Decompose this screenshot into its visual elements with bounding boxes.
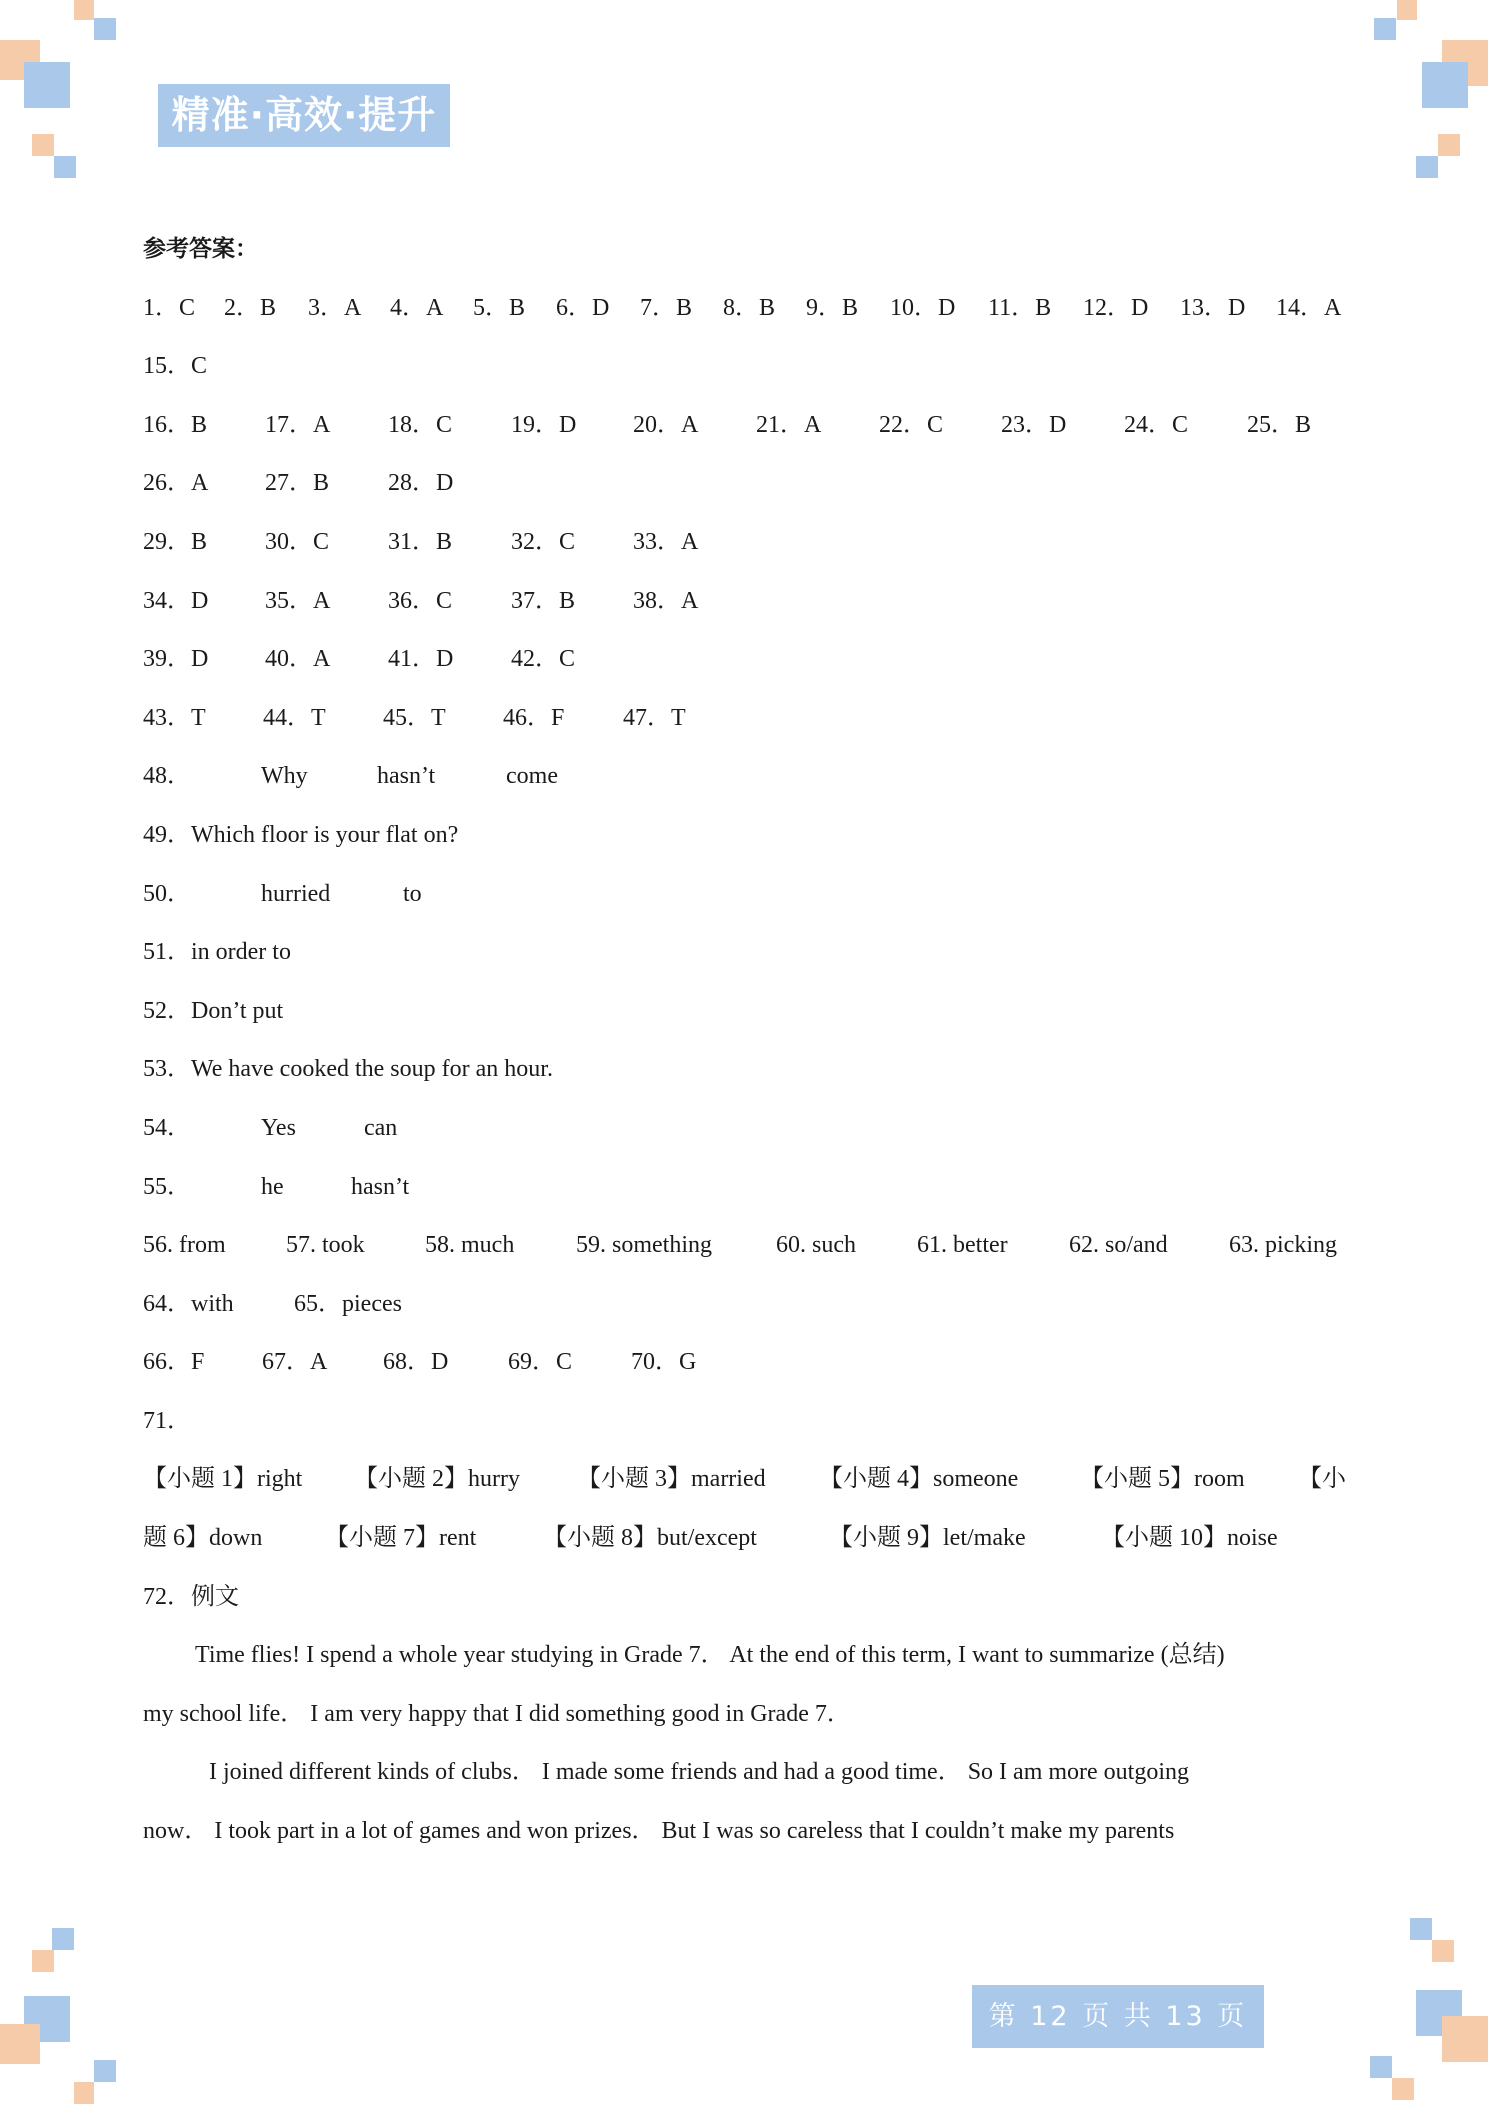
answer-row-14 [143, 1040, 1363, 1099]
answer-item: 【小题 2】hurry [354, 1466, 520, 1493]
answer-item: 3．A [308, 294, 362, 321]
answer-row-21 [143, 1450, 1363, 1509]
answer-item: 63. picking [1229, 1232, 1337, 1259]
page-number-badge: 第 12 页 共 13 页 [972, 1985, 1264, 2048]
answer-key-heading: 参考答案： [143, 236, 258, 262]
answer-item: 34．D [143, 587, 209, 614]
answer-item: 26．A [143, 470, 209, 497]
answer-item: 16．B [143, 411, 208, 438]
answer-item: 60. such [776, 1232, 856, 1259]
answer-item: 48． [143, 763, 191, 790]
answer-item: 24．C [1124, 411, 1189, 438]
answer-item: 54． [143, 1114, 191, 1141]
answer-item: 【小题 7】rent [325, 1525, 477, 1552]
answer-item: 56. from [143, 1232, 226, 1259]
answer-row-22 [143, 1509, 1363, 1568]
answer-item: 42．C [511, 646, 576, 673]
answer-item: 12．D [1083, 294, 1149, 321]
answer-row-1 [143, 279, 1363, 338]
answer-item: 62. so/and [1069, 1232, 1168, 1259]
answer-item: 20．A [633, 411, 699, 438]
essay-line: my school life． I am very happy that I did something good in Grade 7． [143, 1700, 851, 1727]
answer-item: 72．例文 [143, 1583, 239, 1610]
answer-item: 59. something [576, 1232, 712, 1259]
answer-item: 4．A [390, 294, 444, 321]
answer-item: 30．C [265, 528, 330, 555]
answer-item: 28．D [388, 470, 454, 497]
answer-item: 【小题 1】right [143, 1466, 303, 1493]
answer-row-8 [143, 689, 1363, 748]
answer-item: 36．C [388, 587, 453, 614]
answer-row-19 [143, 1333, 1363, 1392]
answer-row-17 [143, 1216, 1363, 1275]
answer-item: 7．B [640, 294, 693, 321]
answer-row-16 [143, 1158, 1363, 1217]
essay-line: I joined different kinds of clubs． I made some friends and had a good time． So I am more outgoing [209, 1759, 1190, 1786]
answer-row-7 [143, 630, 1363, 689]
answer-item: 9．B [806, 294, 859, 321]
answer-item: 27．B [265, 470, 330, 497]
answer-item: 13．D [1180, 294, 1246, 321]
answer-item: 58. much [425, 1232, 515, 1259]
answer-item: 37．B [511, 587, 576, 614]
answer-item: 15．C [143, 353, 208, 380]
answer-item: he [261, 1173, 284, 1200]
answer-item: come [506, 763, 558, 790]
answer-key [143, 220, 1363, 1861]
answer-item: 55． [143, 1173, 191, 1200]
answer-row-2 [143, 337, 1363, 396]
answer-item: 38．A [633, 587, 699, 614]
answer-item: 22．C [879, 411, 944, 438]
answer-item: 71． [143, 1407, 191, 1434]
answer-item: 33．A [633, 528, 699, 555]
answer-item: 18．C [388, 411, 453, 438]
essay-line: Time flies! I spend a whole year studying in Grade 7． At the end of this term, I want to summarize (总结) [195, 1642, 1225, 1669]
answer-item: 52．Don’t put [143, 997, 284, 1024]
answer-row-12 [143, 923, 1363, 982]
answer-row-5 [143, 513, 1363, 572]
answer-item: 41．D [388, 646, 454, 673]
answer-row-20 [143, 1392, 1363, 1451]
answer-item: 5．B [473, 294, 526, 321]
answer-item: 67．A [262, 1349, 328, 1376]
answer-item: can [364, 1114, 398, 1141]
answer-item: 44．T [263, 704, 326, 731]
answer-row-3 [143, 396, 1363, 455]
answer-item: 【小题 9】let/make [829, 1525, 1026, 1552]
answer-item: to [403, 880, 422, 907]
answer-item: 21．A [756, 411, 822, 438]
answer-row-11 [143, 865, 1363, 924]
answer-row-23 [143, 1568, 1363, 1627]
answer-item: 39．D [143, 646, 209, 673]
answer-item: 53．We have cooked the soup for an hour. [143, 1056, 553, 1083]
answer-item: hasn’t [351, 1173, 410, 1200]
answer-item: 题 6】down [143, 1525, 263, 1552]
answer-item: 2．B [224, 294, 277, 321]
answer-row-9 [143, 747, 1363, 806]
answer-item: 29．B [143, 528, 208, 555]
header-banner: 精准·高效·提升 [158, 84, 450, 147]
answer-item: Why [261, 763, 308, 790]
answer-row-6 [143, 572, 1363, 631]
answer-row-10 [143, 806, 1363, 865]
answer-item: 10．D [890, 294, 956, 321]
answer-row-13 [143, 982, 1363, 1041]
answer-item: 【小题 5】room [1080, 1466, 1245, 1493]
answer-item: 17．A [265, 411, 331, 438]
answer-item: 69．C [508, 1349, 573, 1376]
answer-item: 64．with [143, 1290, 234, 1317]
answer-item: hasn’t [377, 763, 436, 790]
answer-item: 【小题 4】someone [819, 1466, 1019, 1493]
answer-item: 6．D [556, 294, 610, 321]
answer-item: 25．B [1247, 411, 1312, 438]
answer-item: 50． [143, 880, 191, 907]
answer-item: 66．F [143, 1349, 205, 1376]
answer-item: 47．T [623, 704, 686, 731]
answer-item: 51．in order to [143, 939, 291, 966]
answer-row-15 [143, 1099, 1363, 1158]
answer-item: 49．Which floor is your flat on? [143, 821, 459, 848]
answer-item: 57. took [286, 1232, 365, 1259]
answer-item: 【小 [1298, 1466, 1346, 1493]
answer-item: 43．T [143, 704, 206, 731]
answer-item: Yes [261, 1114, 296, 1141]
answer-item: hurried [261, 880, 331, 907]
answer-item: 46．F [503, 704, 565, 731]
answer-item: 11．B [988, 294, 1052, 321]
essay-line: now． I took part in a lot of games and won prizes． But I was so careless that I couldn’t make my parents [143, 1818, 1175, 1845]
answer-item: 70．G [631, 1349, 697, 1376]
answer-item: 【小题 10】noise [1101, 1525, 1278, 1552]
answer-item: 35．A [265, 587, 331, 614]
answer-item: 65．pieces [294, 1290, 402, 1317]
answer-item: 40．A [265, 646, 331, 673]
answer-item: 31．B [388, 528, 453, 555]
answer-item: 68．D [383, 1349, 449, 1376]
answer-item: 【小题 3】married [577, 1466, 766, 1493]
answer-item: 1．C [143, 294, 196, 321]
answer-item: 32．C [511, 528, 576, 555]
answer-item: 【小题 8】but/except [543, 1525, 757, 1552]
answer-item: 8．B [723, 294, 776, 321]
answer-item: 45．T [383, 704, 446, 731]
answer-row-18 [143, 1275, 1363, 1334]
answer-item: 14．A [1276, 294, 1342, 321]
answer-item: 19．D [511, 411, 577, 438]
answer-item: 23．D [1001, 411, 1067, 438]
answer-item: 61. better [917, 1232, 1008, 1259]
answer-row-4 [143, 454, 1363, 513]
